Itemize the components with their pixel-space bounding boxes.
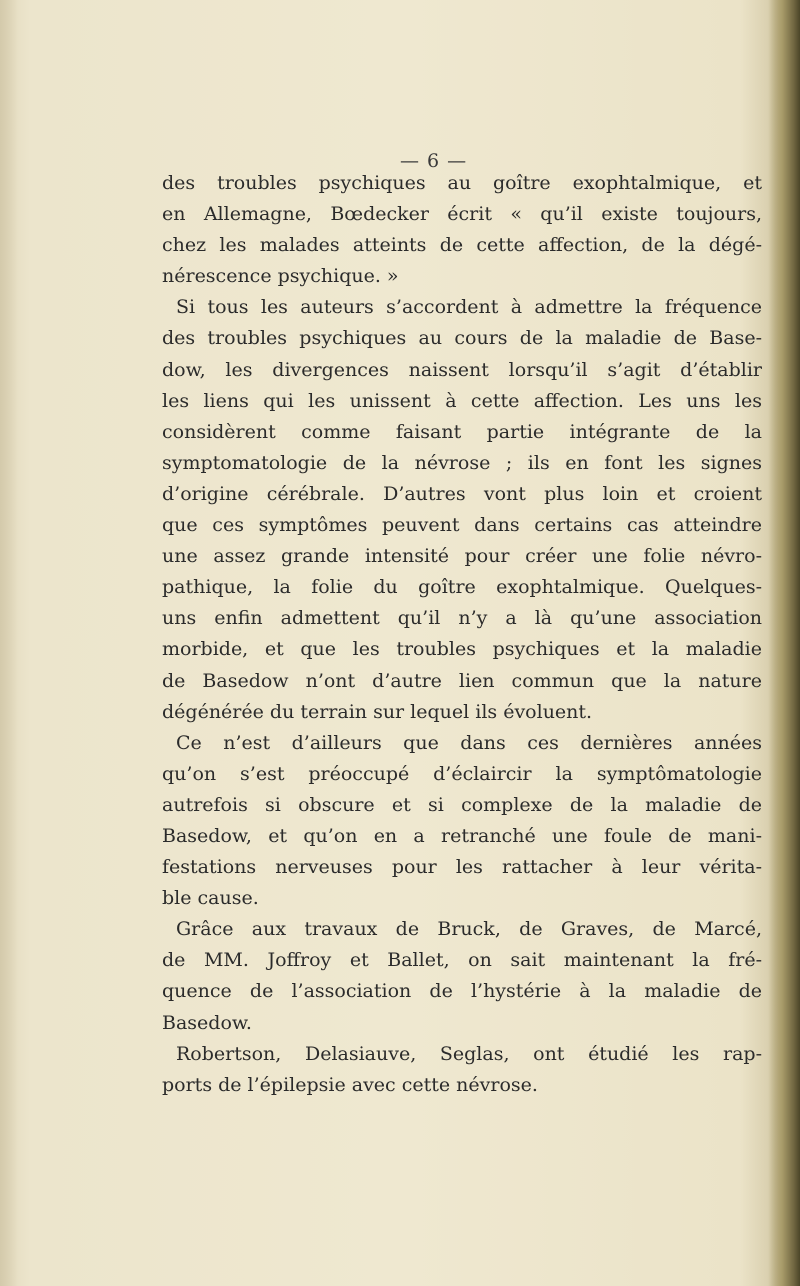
text-line: considèrent comme faisant partie intégrante de la <box>162 420 762 443</box>
text-line: Si tous les auteurs s’accordent à admettre la fréquence <box>176 296 762 319</box>
text-line: ports de l’épilepsie avec cette névrose. <box>162 1073 538 1096</box>
text-line: autrefois si obscure et si complexe de la maladie de <box>162 793 762 816</box>
text-line: en Allemagne, Bœdecker écrit « qu’il existe toujours, <box>162 203 762 226</box>
text-line: nérescence psychique. » <box>162 265 399 288</box>
text-line: les liens qui les unissent à cette affection. Les uns les <box>162 389 762 412</box>
body-text <box>162 168 762 1101</box>
text-line: des troubles psychiques au cours de la maladie de Base- <box>162 327 762 350</box>
text-line: pathique, la folie du goître exophtalmique. Quelques- <box>162 576 762 599</box>
text-line: quence de l’association de l’hystérie à la maladie de <box>162 980 762 1003</box>
text-line: de Basedow n’ont d’autre lien commun que la nature <box>162 669 762 692</box>
page-edge-shadow <box>768 0 800 1286</box>
text-line: une assez grande intensité pour créer une folie névro- <box>162 545 762 568</box>
text-line: uns enfin admettent qu’il n’y a là qu’une association <box>162 607 762 630</box>
text-line: dow, les divergences naissent lorsqu’il s’agit d’établir <box>162 358 762 381</box>
text-line: que ces symptômes peuvent dans certains cas atteindre <box>162 514 762 537</box>
page-gutter-shadow <box>0 0 18 1286</box>
text-line: Basedow. <box>162 1011 252 1034</box>
text-line: ble cause. <box>162 887 259 910</box>
text-line: chez les malades atteints de cette affection, de la dégé- <box>162 234 762 257</box>
text-line: d’origine cérébrale. D’autres vont plus loin et croient <box>162 482 762 505</box>
text-line: morbide, et que les troubles psychiques et la maladie <box>162 638 762 661</box>
text-line: Ce n’est d’ailleurs que dans ces dernières années <box>176 731 762 754</box>
text-line: festations nerveuses pour les rattacher à leur vérita- <box>162 856 762 879</box>
text-line: Robertson, Delasiauve, Seglas, ont étudié les rap- <box>176 1042 762 1065</box>
text-line: Grâce aux travaux de Bruck, de Graves, de Marcé, <box>176 918 762 941</box>
text-line: Basedow, et qu’on en a retranché une foule de mani- <box>162 824 762 847</box>
text-line: de MM. Joffroy et Ballet, on sait maintenant la fré- <box>162 949 762 972</box>
text-line: dégénérée du terrain sur lequel ils évoluent. <box>162 700 593 723</box>
page-number: — 6 — <box>400 150 468 172</box>
text-line: symptomatologie de la névrose ; ils en font les signes <box>162 451 762 474</box>
text-line: des troubles psychiques au goître exophtalmique, et <box>162 172 762 194</box>
text-line: qu’on s’est préoccupé d’éclaircir la symptômatologie <box>162 762 762 785</box>
